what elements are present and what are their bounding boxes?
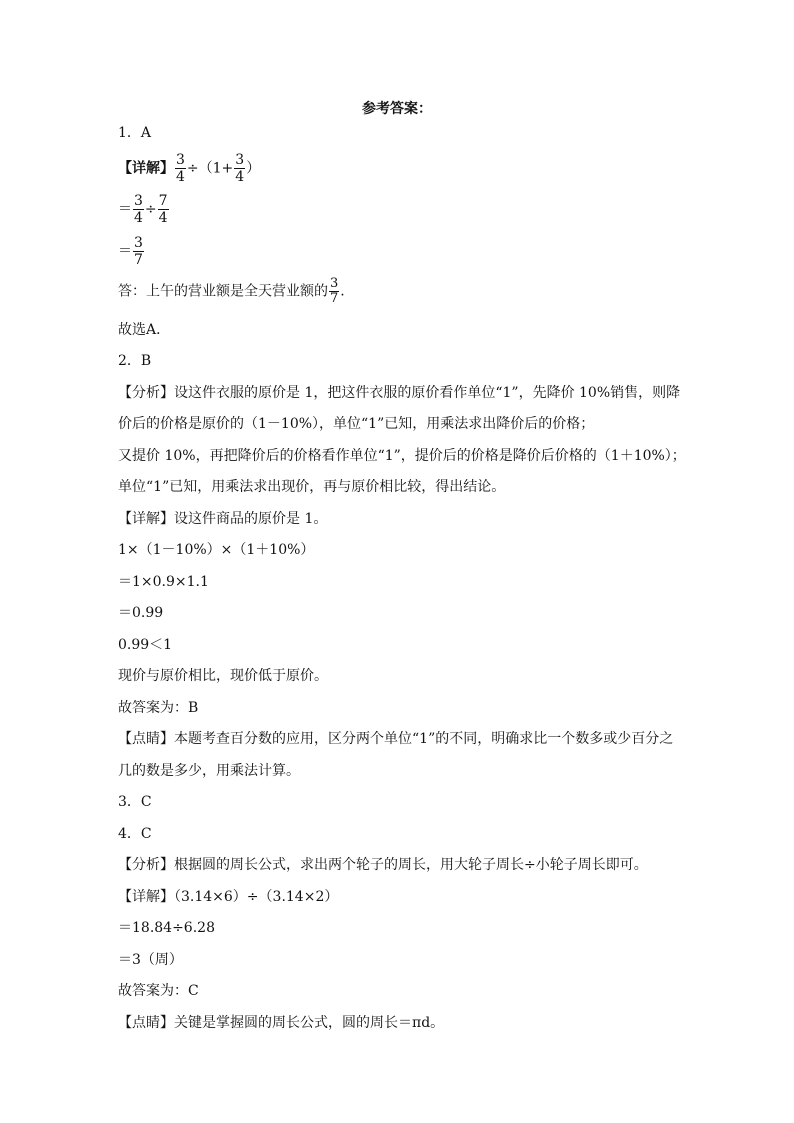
q2-analysis-line: 价后的价格是原价的（1－10%），单位“1”已知，用乘法求出降价后的价格； <box>118 416 595 432</box>
q2-calc-line: ＝1×0.9×1.1 <box>118 574 209 590</box>
q2-point-line: 【点睛】本题考查百分数的应用，区分两个单位“1”的不同，明确求比一个数多或少百分之 <box>118 731 674 747</box>
q1-detail-step2: ＝ $\frac{3}{7}$ <box>118 235 143 268</box>
q1-fraction: $\frac{3}{7}$ <box>134 235 143 268</box>
q4-calc-line: ＝18.84÷6.28 <box>118 920 215 936</box>
q1-fraction: $\frac{3}{4}$ <box>176 152 185 185</box>
q1-answer-text: 答：上午的营业额是全天营业额的 $\frac{3}{7}$ . <box>118 276 345 306</box>
q2-analysis-line: 单位“1”已知，用乘法求出现价，再与原价相比较，得出结论。 <box>118 479 506 495</box>
q2-analysis-line: 又提价 10%，再把降价后的价格看作单位“1”，提价后的价格是降价后价格的（1＋10%）； <box>118 448 686 464</box>
q1-operator: ÷（1+ <box>186 160 234 177</box>
q4-answer: 4．C <box>118 826 152 842</box>
q3-answer: 3．C <box>118 794 152 810</box>
q2-calc-line: 1×（1－10%）×（1＋10%） <box>118 542 315 558</box>
q1-fraction: $\frac{7}{4}$ <box>158 193 168 226</box>
q4-detail: 【详解】（3.14×6）÷（3.14×2） <box>118 889 339 905</box>
q2-answer: 2．B <box>118 353 152 369</box>
page-title: 参考答案： <box>362 101 432 117</box>
q1-detail-step0 <box>118 152 260 185</box>
q2-calc-line: 0.99＜1 <box>118 637 173 653</box>
q1-detail-label: 【详解】 <box>118 160 174 177</box>
q4-calc-line: ＝3（周） <box>118 952 183 968</box>
q2-final: 故答案为：B <box>118 700 199 716</box>
q4-analysis: 【分析】根据圆的周长公式，求出两个轮子的周长，用大轮子周长÷小轮子周长即可。 <box>118 857 648 873</box>
q4-point: 【点睛】关键是掌握圆的周长公式，圆的周长＝πd。 <box>118 1015 445 1031</box>
q2-detail: 【详解】设这件商品的原价是 1。 <box>118 511 328 527</box>
q2-conclusion: 现价与原价相比，现价低于原价。 <box>118 668 328 684</box>
q1-answer: 1．A <box>118 125 152 141</box>
q2-calc-line: ＝0.99 <box>118 605 164 621</box>
q1-paren: ） <box>246 160 261 177</box>
q1-detail-step1: ＝ $\frac{3}{4}$ ÷ $\frac{7}{4}$ <box>118 193 168 226</box>
q2-point-line: 几的数是多少，用乘法计算。 <box>118 763 300 779</box>
q1-fraction: $\frac{3}{7}$ <box>330 276 339 306</box>
q1-fraction: $\frac{3}{4}$ <box>235 152 245 185</box>
q4-final: 故答案为：C <box>118 983 199 999</box>
q1-choose: 故选A． <box>118 322 171 338</box>
q2-analysis-line: 【分析】设这件衣服的原价是 1，把这件衣服的原价看作单位“1”，先降价 10%销售，则降 <box>118 385 681 401</box>
q1-fraction: $\frac{3}{4}$ <box>134 193 143 226</box>
